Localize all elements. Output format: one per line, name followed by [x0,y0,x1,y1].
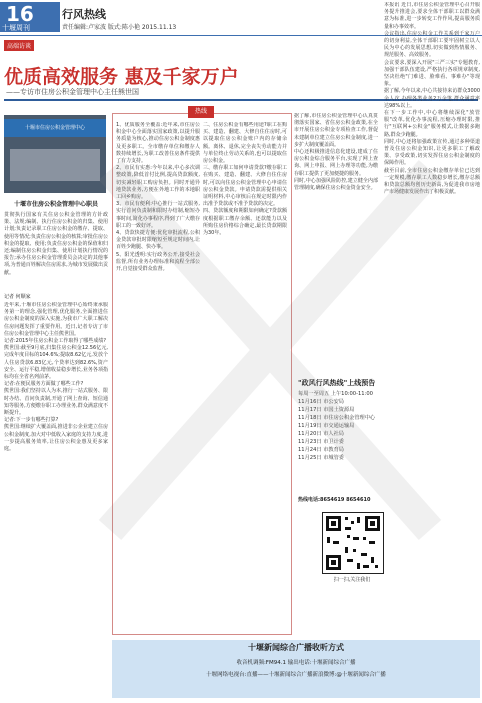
left-body-text: 近年来,十堰市住房公积金管理中心始终秉承服务第一的理念,强化管理,优化服务,全面推进住房公积金制度的深入实施,为我市广大职工解决住房问题发挥了重要作用。近日,记者专访了市住房公积金管理中心主任熊世国。 记者:2015年住房公积金工作取得了哪些成绩? 熊世国:截至9月底,归集住房公积金12.56亿元,完成年度目标的104.6%;提取8.62亿元,发放个人住房贷款6.83亿元,个贷率达到82.6%,资产安全、运行平稳,增值收益稳步增长,业务各项指标均在全省名列前茅。 记者:在便民服务方面做了哪些工作? 熊世国:我们坚持以人为本,推行一站式服务、限时办结、首问负责制,开通了网上查询、短信通知等服务,方便缴存职工办理业务,群众满意度不断提升。 记者:下一步有哪些打算? 熊世国:继续扩大覆盖面,推进非公企业建立住房公积金制度,加大对中低收入家庭的支持力度,进一步提高服务效率,让住房公积金惠及更多家庭。 [4,302,108,453]
middle-box-label: 热线 [188,106,214,118]
schedule-row: 11月19日 市交通运输局 [298,423,355,429]
schedule-list [298,390,394,462]
schedule-row: 11月16日 市公安局 [298,399,344,405]
footer-title: 十堰新闻综合广播收听方式 [248,643,344,652]
schedule-row: 11月25日 市城管委 [298,455,344,461]
section-tag: 高端访谈 [4,40,34,51]
middle-col-2-text: 二、住房公积金有哪些用途?职工在购买、建造、翻建、大修自住住房时,可以提取住房公积金账户内的存储余额。离休、退休,完全丧失劳动能力并与单位终止劳动关系的,也可以提取住房公积金。 三、缴存职工如何申请贷款?缴存职工在购买、建造、翻建、大修自住住房时,可以向住房公积金管理中心申请住房公积金贷款。申请贷款需提供相关证明材料,中心审核后在规定时限内作出准予贷款或不准予贷款的决定。 四、贷款额度和期限如何确定?贷款额度根据职工缴存余额、还款能力以及所购住房价格综合确定,最长贷款期限为30年。 [203,122,287,237]
schedule-row: 11月23日 市卫计委 [298,439,344,445]
hotline-phone-numbers: 热线电话:8654619 8654610 [298,497,371,503]
schedule-row: 11月20日 市人社局 [298,431,344,437]
qr-code-image[interactable] [322,512,384,574]
paper-name: 十堰周刊 [2,24,30,32]
article-title: 优质高效服务 惠及千家万户 [4,66,239,88]
footer-line-2: 十堰网络电视台:直播——十堰新闻综合广播新浪微博:@十堰新闻综合广播 [206,672,386,678]
schedule-title: "政风行风热线"上线预告 [298,379,376,387]
article-subtitle: ——专访市住房公积金管理中心主任熊世国 [6,88,139,96]
service-counter [10,149,100,181]
reporter-byline: 记者 何顺家 [4,294,31,300]
office-sign [4,119,106,137]
schedule-row: 11月18日 市住房公积金管理中心 [298,415,376,421]
schedule-row: 每周一至周五 上午10:00-11:00 [298,391,373,397]
page-number-block [0,2,60,32]
photo-caption: 十堰市住房公积金管理中心职员 [13,201,98,208]
schedule-row: 11月24日 市教育局 [298,447,344,453]
left-intro-text: 贯彻执行国家有关住房公积金管理的方针政策、法规;编制、执行住房公积金的归集、使用计划;负责记录职工住房公积金的缴存、提取、使用等情况;负责住房公积金的核算;审批住房公积金的提取、使用;负责住房公积金的保值和归还;编制住房公积金归集、使用计划执行情况的报告;承办住房公积金管理委员会决定的其他事项,为普通百姓解决住房需求,为城市发展做出贡献。 [4,212,108,276]
center-col-text: 据了解,市住房公积金管理中心认真贯彻落实国家、省住房公积金政策,在全市开展住房公积金专项检查工作,督促未建制单位建立住房公积金制度,进一步扩大制度覆盖面。 中心还积极推进信息化建设,建成了住房公积金综合服务平台,实现了网上查询、网上申报、网上办理等功能,为缴存职工提供了更加便捷的服务。 同时,中心加强风险防控,建立健全内部管理制度,确保住房公积金资金安全。 [294,113,378,192]
office-sign-text: 十堰市住房公积金管理中心 [24,125,85,131]
qr-code-icon [323,513,383,573]
footer-line-1: 收音机调频:FM94.1 输出电话:十堰新闻综合广播 [236,660,356,666]
right-col-text: 本报讯 近日,市住房公积金管理中心召开服务提升推进会,要求全体干部职工以群众满意为标准,进一步转变工作作风,提高服务质量和办事效率。 会议指出,住房公积金工作关系到千家万户的切身利益,全体干部职工要牢固树立以人民为中心的发展思想,切实做到热情服务、规范服务、高效服务。 会议要求,要深入开展"三严三实"专题教育,加强干部队伍建设,严格执行各项规章制度,坚决杜绝"门难进、脸难看、事难办"等现象。 据了解,今年以来,中心共接待来访群众3000余人次,办理各类业务2万余笔,群众满意率达98%以上。 在下一步工作中,中心将继续深化"放管服"改革,优化办事流程,压缩办理时限,推行"互联网+公积金"服务模式,让数据多跑路,群众少跑腿。 同时,中心还将加强政策宣传,通过多种渠道普及住房公积金知识,让更多职工了解政策、享受政策,切实发挥住房公积金制度的保障作用。 截至目前,全市住房公积金缴存单位已达到一定规模,缴存职工人数稳步增长,缴存总额和贷款总额均创历史新高,为促进我市房地产市场健康发展作出了积极贡献。 [384,2,480,196]
office-photo [4,115,106,193]
middle-col-1-text: 1、优质服务全覆盖:近年来,市住房公积金中心全面落实国家政策,以提升服务质量为核心,推动住房公积金制度惠及更多职工。全市缴存单位和缴存人数持续增长,为职工改善住房条件提供了有力支持。 2、市民有实惠:今年以来,中心多次调整政策,降低首付比例,提高贷款额度,切实减轻职工购房负担。同时开通异地贷款业务,方便在外地工作的本地职工回乡购房。 3、市民有便利:中心推行一站式服务,实行首问负责制和限时办结制,缩短办事时间,简化办事程序,得到了广大缴存职工的一致好评。 4、贷款快捷方便:优化审批流程,公积金贷款审批时限缩短至规定时间内,让百姓少跑腿、快办事。 5、阳光透明:实行政务公开,接受社会监督,所有业务办理标准和流程全部公开,自觉接受群众监督。 [116,122,200,273]
section-name: 行风热线 [62,8,106,21]
page-number: 16 [6,2,34,26]
editor-meta: 责任编辑:卢家波 版式:陈小艳 2015.11.13 [62,24,177,31]
schedule-row: 11月17日 市国土资源局 [298,407,355,413]
qr-caption: 扫一扫,关注我们 [333,577,371,583]
